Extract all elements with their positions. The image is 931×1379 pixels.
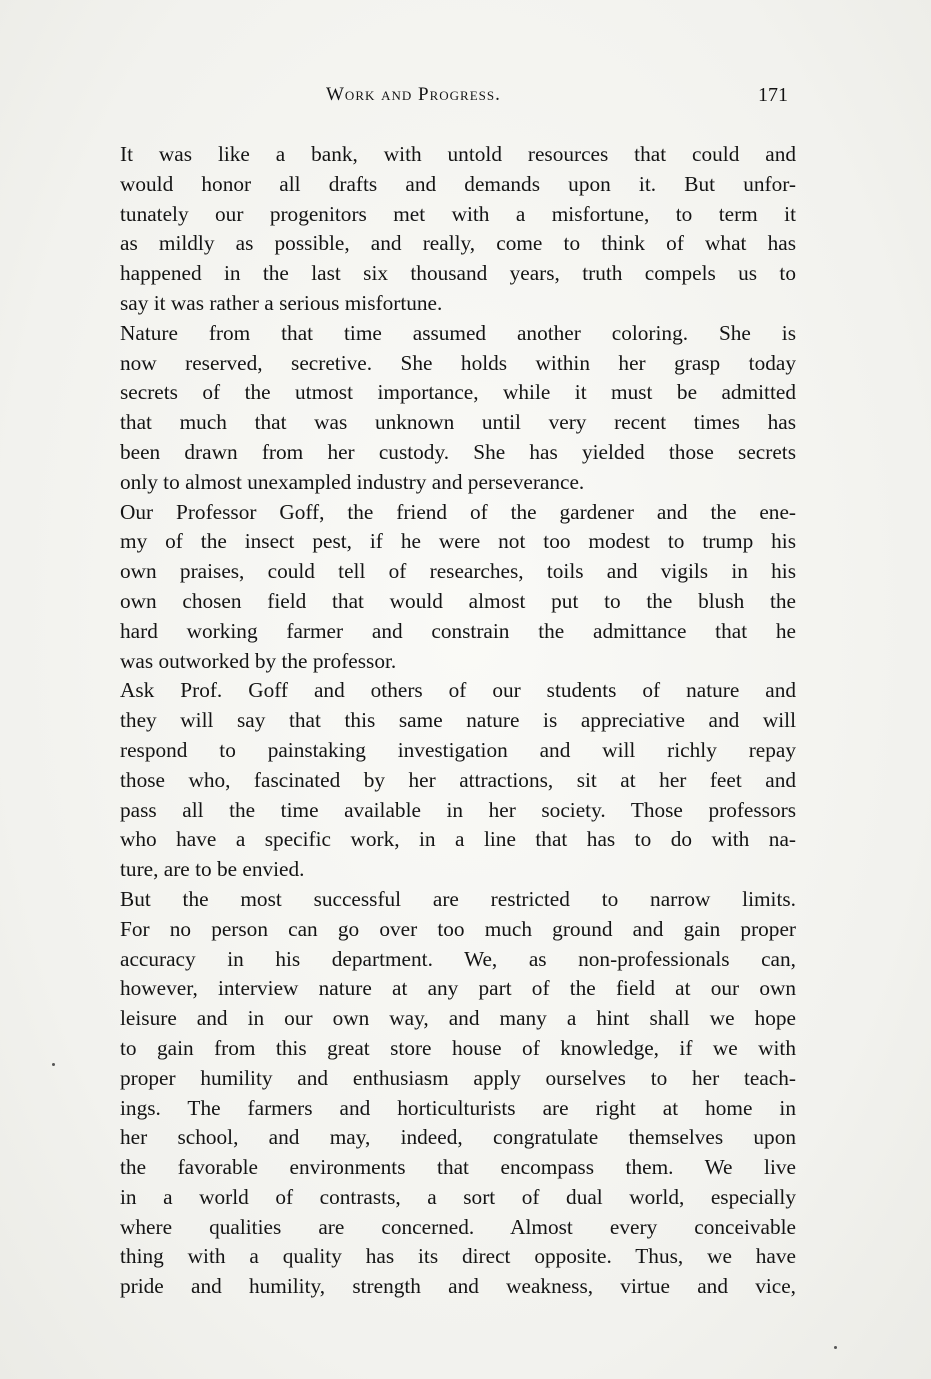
text-line: Nature from that time assumed another coloring. She is <box>120 320 796 345</box>
text-line: respond to painstaking investigation and will richly repay <box>120 737 796 762</box>
text-line: pass all the time available in her society. Those professors <box>120 797 796 822</box>
text-line: however, interview nature at any part of the field at our own <box>120 976 796 1001</box>
text-line: her school, and may, indeed, congratulate themselves upon <box>120 1125 796 1150</box>
text-line: as mildly as possible, and really, come to think of what has <box>120 231 796 256</box>
paper-speck <box>834 1346 837 1349</box>
text-line: pride and humility, strength and weakness, virtue and vice, <box>120 1274 796 1299</box>
text-line: secrets of the utmost importance, while it must be admitted <box>120 380 796 405</box>
text-line: that much that was unknown until very recent times has <box>120 410 796 435</box>
text-line: Ask Prof. Goff and others of our students of nature and <box>120 678 796 703</box>
body-text <box>96 140 796 1302</box>
text-line: ture, are to be envied. <box>120 857 305 882</box>
text-line: my of the insect pest, if he were not too modest to trump his <box>120 529 796 554</box>
text-line: accuracy in his department. We, as non-professionals can, <box>120 946 796 971</box>
text-line: was outworked by the professor. <box>120 648 397 673</box>
text-line: It was like a bank, with untold resources that could and <box>120 142 796 166</box>
text-line: tunately our progenitors met with a misfortune, to term it <box>120 201 796 226</box>
text-line: in a world of contrasts, a sort of dual world, especially <box>120 1184 796 1209</box>
paragraph <box>96 140 796 319</box>
text-line: who have a specific work, in a line that has to do with na- <box>120 827 796 852</box>
paragraph <box>96 498 796 677</box>
text-line: But the most successful are restricted to narrow limits. <box>120 886 796 911</box>
text-line: thing with a quality has its direct opposite. Thus, we have <box>120 1244 796 1269</box>
text-line: only to almost unexampled industry and perseverance. <box>120 469 585 494</box>
text-line: proper humility and enthusiasm apply ourselves to her teach- <box>120 1065 796 1090</box>
text-line: now reserved, secretive. She holds within her grasp today <box>120 350 796 375</box>
text-line: ings. The farmers and horticulturists are right at home in <box>120 1095 796 1120</box>
text-line: leisure and in our own way, and many a hint shall we hope <box>120 1006 796 1031</box>
text-line: hard working farmer and constrain the admittance that he <box>120 618 796 643</box>
text-line: the favorable environments that encompass them. We live <box>120 1155 796 1180</box>
paragraph <box>96 885 796 1302</box>
paragraph <box>96 676 796 885</box>
text-line: Our Professor Goff, the friend of the gardener and the ene- <box>120 499 796 524</box>
text-line: those who, fascinated by her attractions, sit at her feet and <box>120 767 796 792</box>
text-line: own chosen field that would almost put to the blush the <box>120 588 796 613</box>
text-line: been drawn from her custody. She has yielded those secrets <box>120 439 796 464</box>
running-title: Work and Progress. <box>326 84 501 105</box>
text-line: happened in the last six thousand years, truth compels us to <box>120 261 796 286</box>
page-number: 171 <box>758 84 788 106</box>
paper-speck <box>52 1063 55 1066</box>
paragraph <box>96 319 796 498</box>
text-line: to gain from this great store house of knowledge, if we with <box>120 1035 796 1060</box>
text-line: For no person can go over too much ground and gain proper <box>120 916 796 941</box>
text-line: own praises, could tell of researches, toils and vigils in his <box>120 559 796 584</box>
text-line: say it was rather a serious misfortune. <box>120 290 443 315</box>
text-line: where qualities are concerned. Almost every conceivable <box>120 1214 796 1239</box>
text-line: would honor all drafts and demands upon it. But unfor- <box>120 171 796 196</box>
text-line: they will say that this same nature is appreciative and will <box>120 708 796 733</box>
running-head <box>96 84 788 112</box>
